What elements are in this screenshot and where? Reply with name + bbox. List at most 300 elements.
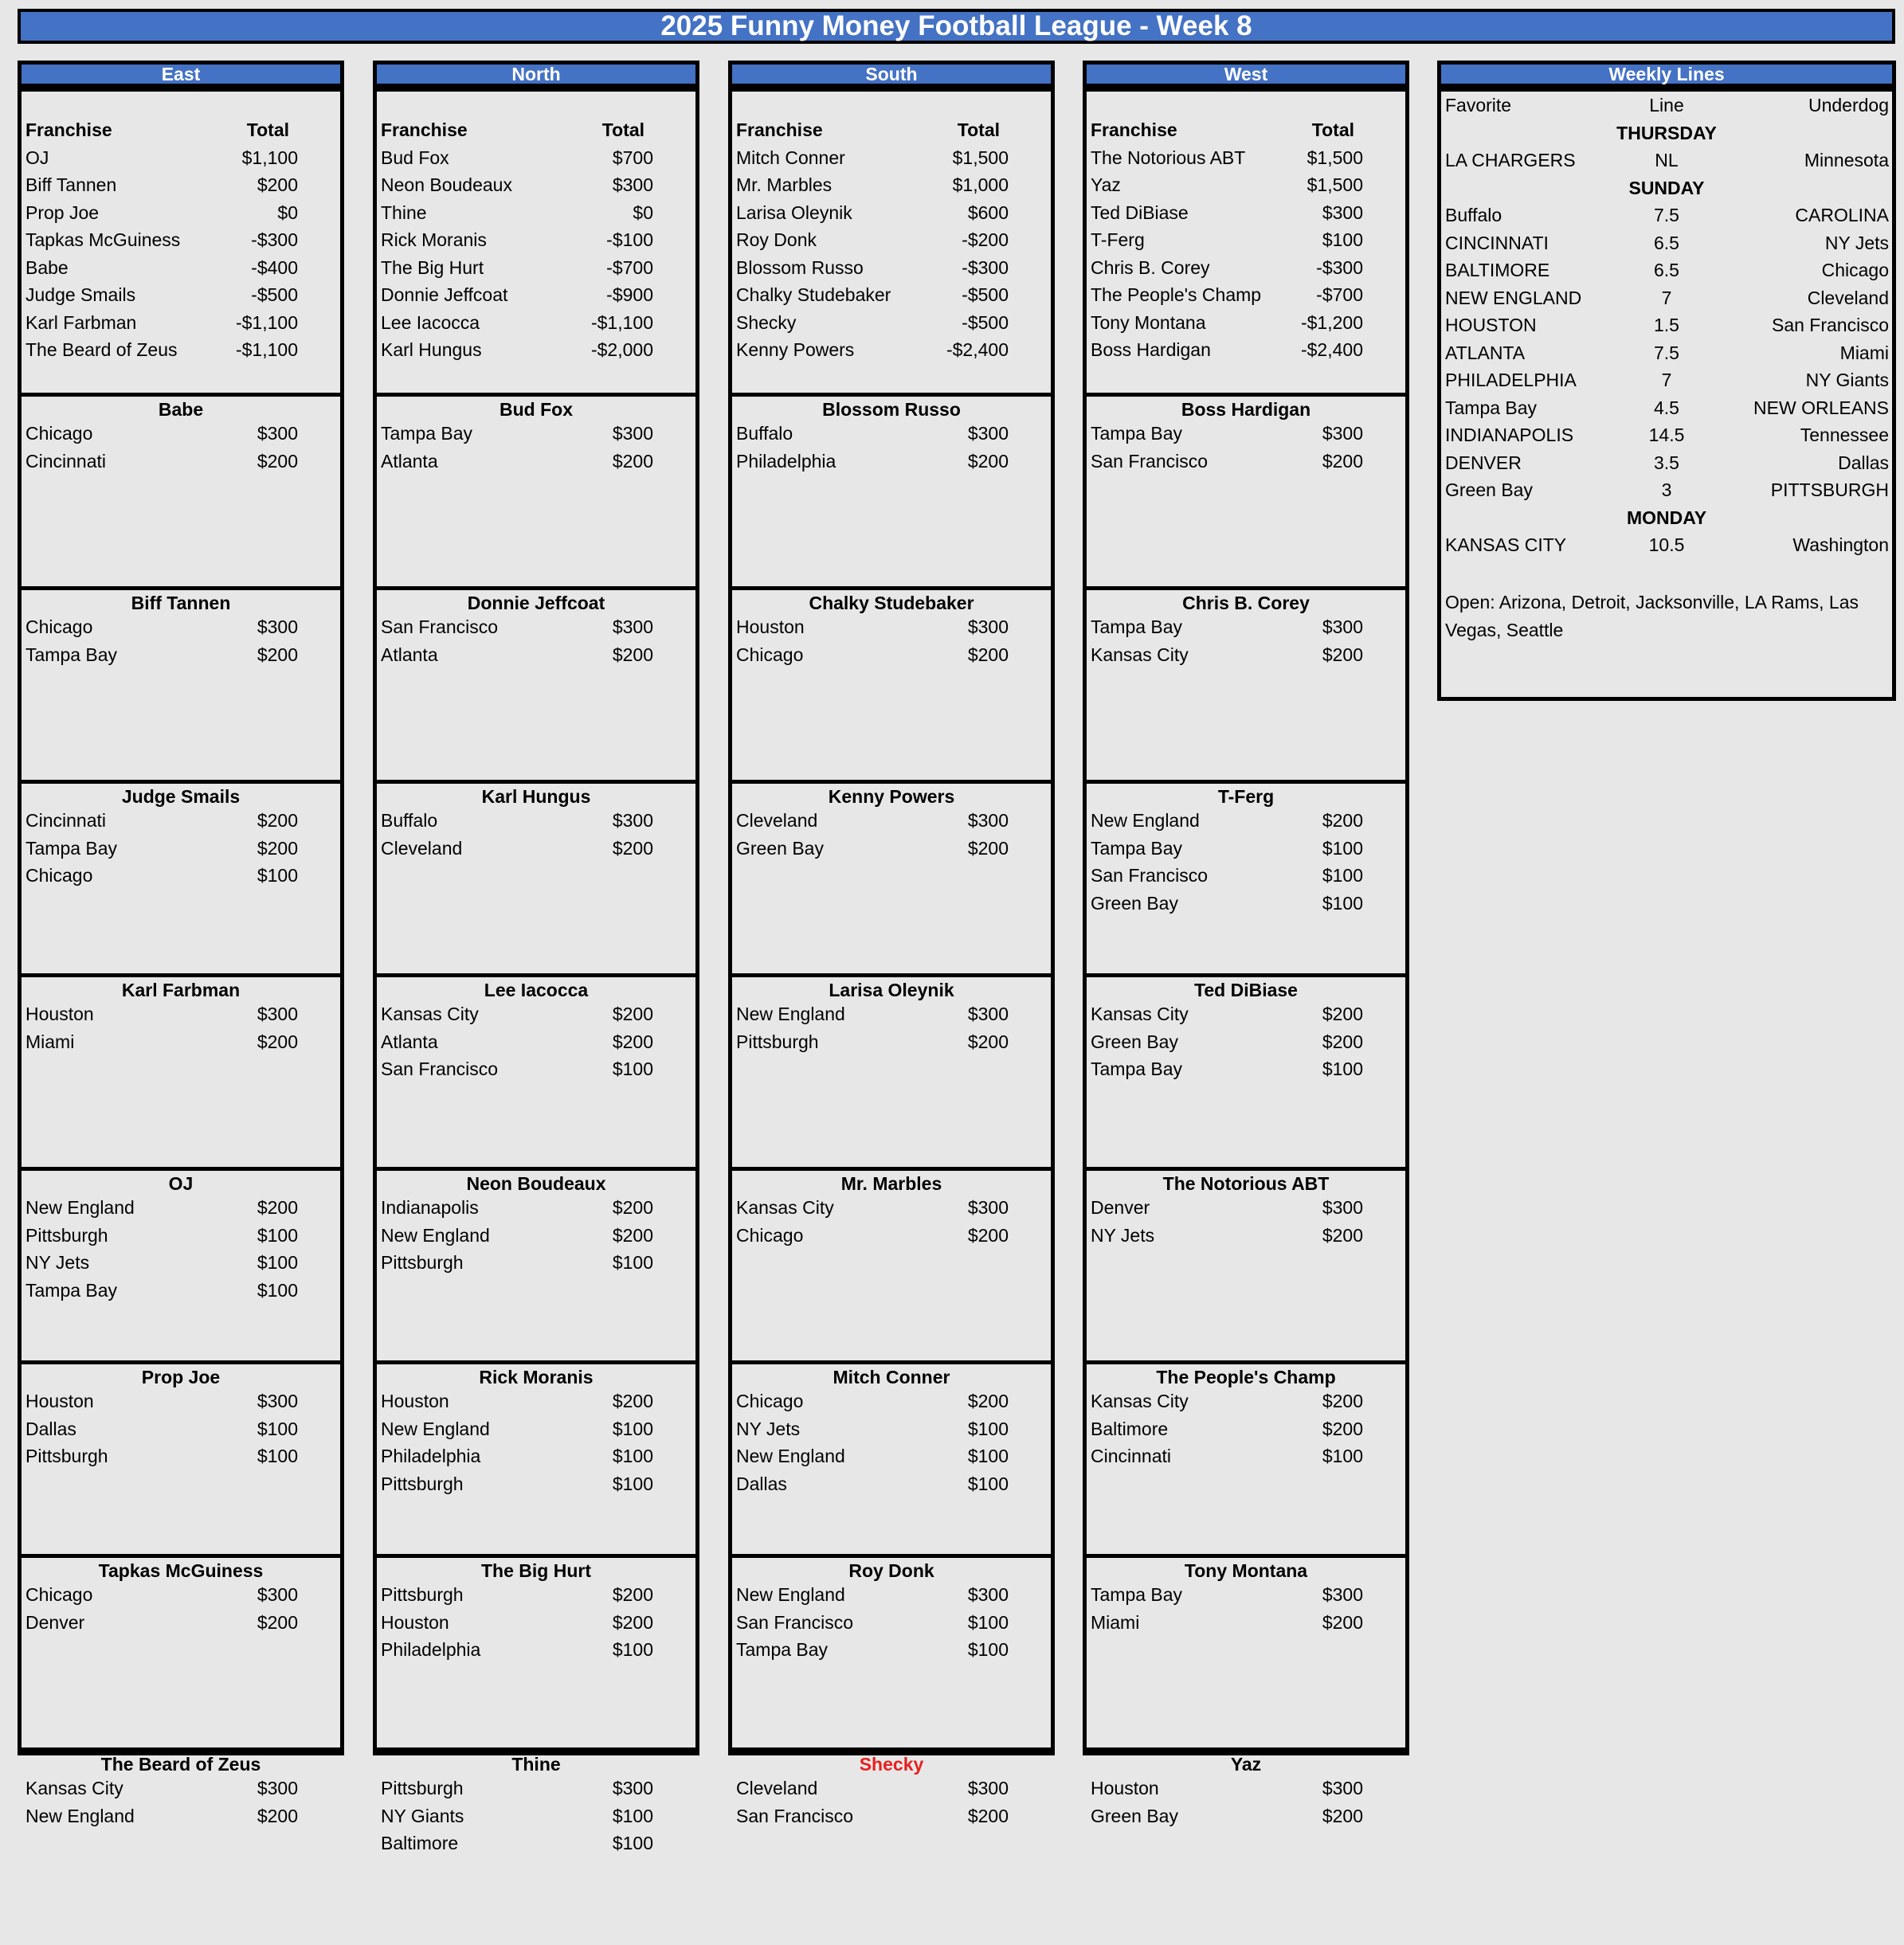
pick-row [1087,1222,1405,1249]
pick-row [22,1387,340,1415]
franchise-name: Judge Smails [25,284,136,305]
pick-team: Philadelphia [381,1639,481,1660]
franchise-name: Boss Hardigan [1091,339,1211,360]
favorite-team: DENVER [1445,452,1522,473]
pick-amount: $200 [1322,1418,1363,1439]
underdog-team: Dallas [1838,452,1889,473]
pick-amount: $100 [257,1418,298,1439]
pick-team: Pittsburgh [736,1031,819,1052]
pick-team: Green Bay [736,837,824,859]
standings-row [732,144,1051,171]
pick-amount: $200 [257,1197,298,1218]
pick-team: Philadelphia [381,1446,481,1466]
underdog-team: NEW ORLEANS [1753,397,1889,418]
pick-amount: $200 [967,1031,1009,1052]
pick-team: Houston [1091,1778,1159,1798]
pick-row [377,835,695,862]
pick-amount: $200 [612,1584,653,1605]
team-box-title: The Big Hurt [481,1560,591,1581]
favorite-team: Buffalo [1445,205,1502,225]
team-box [373,393,699,590]
franchise-col-header: Franchise [736,119,823,140]
standings-row [377,226,695,253]
favorite-team: BALTIMORE [1445,260,1550,280]
pick-row [1087,1055,1405,1082]
pick-amount: $200 [257,1805,298,1826]
pick-row [22,1609,340,1636]
pick-row [377,1000,695,1027]
team-box [728,586,1055,784]
underdog-team: NY Giants [1805,370,1889,390]
underdog-col-header: Underdog [1808,95,1889,115]
pick-amount: $200 [612,1004,653,1024]
pick-amount: $200 [257,810,298,831]
pick-row [22,835,340,862]
day-heading: THURSDAY [1616,122,1717,143]
pick-team: San Francisco [1091,865,1209,886]
franchise-name: Mr. Marbles [736,174,833,195]
franchise-name: Rick Moranis [381,229,487,250]
pick-team: Tampa Bay [1091,616,1183,637]
weekly-lines-panel [1437,88,1896,701]
line-row [1441,229,1892,256]
franchise-name: The Beard of Zeus [25,339,178,360]
pick-team: Tampa Bay [25,837,118,859]
pick-row [1087,641,1405,668]
pick-amount: $100 [257,1279,298,1301]
standings-row [377,254,695,281]
team-box-title: Chalky Studebaker [809,593,974,613]
pick-amount: $100 [257,1446,298,1466]
franchise-name: The Notorious ABT [1091,147,1246,168]
pick-row [22,1000,340,1027]
team-box-title: Biff Tannen [131,593,231,613]
pick-team: New England [25,1197,135,1218]
team-box [18,1360,344,1558]
team-box [1083,586,1409,784]
team-box [728,393,1055,590]
pick-row [732,1609,1051,1636]
pick-amount: $200 [1322,1611,1363,1633]
franchise-total: $300 [1322,202,1363,223]
pick-amount: $300 [1322,1197,1363,1218]
pick-team: New England [25,1805,135,1826]
franchise-col-header: Franchise [1091,119,1177,140]
team-box [1083,780,1409,977]
pick-amount: $200 [1322,1004,1363,1024]
team-box-title: Karl Hungus [481,786,591,807]
favorite-team: PHILADELPHIA [1445,370,1577,390]
pick-row [22,613,340,640]
underdog-team: Minnesota [1804,150,1889,170]
team-box-title: Mr. Marbles [840,1173,942,1194]
pick-amount: $200 [1322,450,1363,472]
pick-team: Tampa Bay [25,1279,118,1301]
franchise-name: Yaz [1091,174,1121,195]
franchise-name: Chalky Studebaker [736,284,891,305]
pick-row [1087,807,1405,834]
team-box-title: Boss Hardigan [1181,399,1311,420]
franchise-name: Karl Farbman [25,311,137,333]
pick-team: Kansas City [736,1197,834,1218]
pick-amount: $300 [612,810,653,831]
pick-team: Pittsburgh [381,1584,464,1605]
franchise-name: Roy Donk [736,229,817,250]
pick-team: Tampa Bay [1091,837,1183,859]
franchise-total: -$900 [606,284,653,305]
pick-row [1087,862,1405,889]
pick-row [732,1636,1051,1663]
total-col-header: Total [1311,119,1354,140]
team-box [18,1167,344,1364]
pick-row [1087,1387,1405,1415]
pick-team: Atlanta [381,644,438,665]
team-box [373,586,699,784]
pick-amount: $100 [1322,837,1363,859]
pick-amount: $300 [967,423,1009,444]
pick-team: NY Jets [1091,1224,1155,1246]
pick-amount: $200 [612,837,653,859]
team-box [373,1167,699,1364]
team-box [18,973,344,1171]
pick-team: Green Bay [1091,1031,1178,1052]
pick-team: San Francisco [736,1611,854,1633]
line-row [1441,366,1892,393]
franchise-total: -$1,200 [1300,311,1363,333]
standings-box-north [373,88,699,397]
lines-column-headers [1441,92,1892,119]
pick-amount: $100 [1322,892,1363,914]
underdog-team: Cleveland [1807,287,1889,308]
franchise-name: The Big Hurt [381,256,484,278]
pick-team: Houston [25,1391,94,1411]
favorite-team: Green Bay [1445,479,1533,500]
standings-row [732,309,1051,336]
point-spread: 3.5 [1654,452,1679,473]
pick-row [1087,835,1405,862]
team-box [1083,973,1409,1171]
pick-team: San Francisco [381,1059,499,1079]
standings-row [377,281,695,308]
pick-amount: $200 [257,644,298,665]
pick-amount: $100 [612,1639,653,1660]
pick-amount: $100 [612,1446,653,1466]
franchise-total: -$1,100 [235,339,298,360]
team-box [728,973,1055,1171]
point-spread: 10.5 [1648,534,1685,555]
pick-team: New England [381,1418,490,1439]
team-box [728,1167,1055,1364]
standings-row [22,199,340,226]
pick-team: Miami [25,1031,75,1052]
favorite-team: CINCINNATI [1445,232,1549,253]
pick-amount: $200 [1322,1224,1363,1246]
pick-amount: $200 [612,644,653,665]
pick-amount: $200 [612,1224,653,1246]
standings-header-row [1087,116,1405,143]
pick-amount: $200 [257,1031,298,1052]
franchise-name: Thine [381,202,427,223]
standings-row [1087,144,1405,171]
team-box-title: The Notorious ABT [1162,1173,1330,1194]
pick-amount: $100 [257,1224,298,1246]
line-row [1441,284,1892,311]
pick-row [377,1775,695,1802]
pick-row [1087,1775,1405,1802]
open-teams-note: Open: Arizona, Detroit, Jacksonville, LA Rams, Las Vegas, Seattle [1445,592,1859,640]
pick-amount: $300 [1322,1584,1363,1605]
pick-team: Chicago [736,644,804,665]
standings-row [1087,199,1405,226]
pick-amount: $300 [1322,1778,1363,1798]
team-box-title: Chris B. Corey [1182,593,1310,613]
franchise-name: T-Ferg [1091,229,1145,250]
pick-row [732,641,1051,668]
pick-team: Houston [25,1004,94,1024]
pick-team: Denver [1091,1197,1150,1218]
pick-row [22,807,340,834]
pick-team: Pittsburgh [25,1224,108,1246]
franchise-name: Larisa Oleynik [736,202,852,223]
pick-row [377,420,695,447]
team-box [728,780,1055,977]
pick-team: Tampa Bay [736,1639,829,1660]
pick-team: Baltimore [381,1833,459,1853]
pick-row [22,1581,340,1608]
pick-amount: $300 [612,616,653,637]
pick-row [732,1194,1051,1221]
pick-team: Dallas [25,1418,76,1439]
pick-team: Cleveland [381,837,463,859]
team-box [18,1554,344,1751]
pick-amount: $100 [612,1473,653,1494]
favorite-col-header: Favorite [1445,95,1512,115]
pick-row [377,1609,695,1636]
pick-amount: $200 [1322,1805,1363,1826]
pick-row [22,1277,340,1304]
point-spread: 6.5 [1654,260,1679,280]
pick-amount: $300 [612,1778,653,1798]
pick-amount: $300 [612,423,653,444]
team-box-title: Mitch Conner [833,1367,950,1387]
pick-team: NY Giants [381,1805,464,1826]
line-row [1441,476,1892,503]
pick-team: Cincinnati [1091,1446,1171,1466]
pick-row [732,1775,1051,1802]
line-row [1441,421,1892,448]
standings-row [377,171,695,198]
pick-row [377,1387,695,1415]
team-box [18,586,344,784]
pick-amount: $100 [257,865,298,886]
point-spread: 7 [1661,370,1672,390]
pick-team: Chicago [25,616,93,637]
pick-amount: $300 [967,1584,1009,1605]
pick-row [22,448,340,475]
pick-team: New England [381,1224,490,1246]
standings-header-row [377,116,695,143]
pick-amount: $100 [612,1805,653,1826]
franchise-total: -$700 [606,256,653,278]
standings-row [1087,226,1405,253]
pick-team: New England [736,1004,845,1024]
line-row [1441,147,1892,174]
team-box-title: Bud Fox [500,399,573,420]
franchise-total: $1,500 [952,147,1009,168]
line-row [1441,311,1892,339]
underdog-team: CAROLINA [1795,205,1889,225]
pick-row [732,420,1051,447]
pick-row [22,641,340,668]
line-row [1441,339,1892,366]
pick-amount: $300 [967,616,1009,637]
team-box [1083,1360,1409,1558]
underdog-team: PITTSBURGH [1770,479,1889,500]
standings-header-row [22,116,340,143]
pick-row [22,1415,340,1442]
day-heading: MONDAY [1626,507,1707,528]
standings-row [22,309,340,336]
pick-row [732,835,1051,862]
pick-amount: $200 [1322,810,1363,831]
favorite-team: KANSAS CITY [1445,534,1567,555]
franchise-total: $1,100 [241,147,298,168]
pick-row [377,1415,695,1442]
pick-amount: $100 [967,1611,1009,1633]
pick-team: San Francisco [381,616,499,637]
pick-team: Houston [381,1391,449,1411]
franchise-total: $200 [257,174,298,195]
franchise-name: Neon Boudeaux [381,174,512,195]
pick-team: Tampa Bay [1091,1059,1183,1079]
standings-row [732,254,1051,281]
pick-row [1087,1581,1405,1608]
team-box-title: Ted DiBiase [1194,980,1298,1000]
standings-header-row [732,116,1051,143]
pick-amount: $200 [257,450,298,472]
page-title: 2025 Funny Money Football League - Week 8 [18,9,1895,44]
pick-amount: $200 [612,1391,653,1411]
team-box [18,1747,344,1826]
pick-team: NY Jets [736,1418,801,1439]
pick-team: Cleveland [736,1778,818,1798]
total-col-header: Total [601,119,644,140]
franchise-total: -$300 [251,229,298,250]
pick-team: Pittsburgh [25,1446,108,1466]
franchise-name: Shecky [736,311,797,333]
standings-row [732,199,1051,226]
pick-team: Indianapolis [381,1197,479,1218]
pick-amount: $200 [967,837,1009,859]
team-box-title: Babe [158,399,204,420]
pick-team: Tampa Bay [1091,1584,1183,1605]
pick-team: Chicago [25,423,93,444]
team-box-title: Prop Joe [141,1367,221,1387]
franchise-name: Babe [25,256,69,278]
pick-team: Philadelphia [736,450,836,472]
team-box-title: OJ [168,1173,194,1194]
pick-amount: $100 [1322,865,1363,886]
pick-row [377,613,695,640]
team-box [728,1554,1055,1751]
standings-row [377,144,695,171]
pick-row [732,807,1051,834]
pick-amount: $300 [967,1004,1009,1024]
pick-amount: $100 [612,1059,653,1079]
pick-amount: $100 [967,1473,1009,1494]
pick-row [732,448,1051,475]
standings-row [22,226,340,253]
franchise-total: $600 [967,202,1009,223]
pick-row [732,1387,1051,1415]
pick-team: Dallas [736,1473,787,1494]
division-header-west: West [1083,61,1409,88]
line-row [1441,256,1892,284]
pick-amount: $200 [967,644,1009,665]
pick-row [377,1442,695,1470]
pick-amount: $100 [612,1252,653,1273]
franchise-total: -$500 [962,284,1009,305]
pick-team: Baltimore [1091,1418,1169,1439]
pick-amount: $100 [1322,1446,1363,1466]
team-box [18,393,344,590]
pick-amount: $200 [612,1611,653,1633]
team-box-title: Blossom Russo [822,399,961,420]
point-spread: 7.5 [1654,205,1679,225]
pick-amount: $300 [257,1004,298,1024]
franchise-name: Prop Joe [25,202,100,223]
franchise-total: $0 [277,202,298,223]
standings-row [732,336,1051,363]
total-col-header: Total [246,119,289,140]
franchise-name: Ted DiBiase [1091,202,1189,223]
team-box-title: The Beard of Zeus [100,1754,261,1775]
pick-amount: $200 [612,1197,653,1218]
pick-team: Green Bay [1091,1805,1178,1826]
pick-amount: $100 [1322,1059,1363,1079]
franchise-col-header: Franchise [25,119,112,140]
day-heading: SUNDAY [1628,177,1705,198]
franchise-total: $0 [633,202,653,223]
team-box-title: Neon Boudeaux [466,1173,606,1194]
pick-team: Kansas City [25,1778,123,1798]
point-spread: 1.5 [1654,315,1679,335]
pick-amount: $300 [967,1197,1009,1218]
franchise-total: -$2,400 [946,339,1009,360]
pick-row [377,1470,695,1497]
pick-row [1087,1802,1405,1830]
team-box [373,1360,699,1558]
standings-row [377,336,695,363]
pick-row [732,1415,1051,1442]
pick-team: Chicago [25,1584,93,1605]
pick-team: Chicago [736,1224,804,1246]
team-box [728,1360,1055,1558]
pick-row [377,641,695,668]
franchise-name: Biff Tannen [25,174,117,195]
standings-row [1087,309,1405,336]
standings-row [1087,336,1405,363]
standings-row [22,336,340,363]
pick-amount: $200 [967,1805,1009,1826]
pick-row [22,420,340,447]
pick-row [1087,448,1405,475]
pick-team: Kansas City [1091,1391,1189,1411]
pick-amount: $300 [257,1778,298,1798]
pick-amount: $300 [257,1584,298,1605]
line-col-header: Line [1649,95,1684,115]
line-row [1441,531,1892,558]
